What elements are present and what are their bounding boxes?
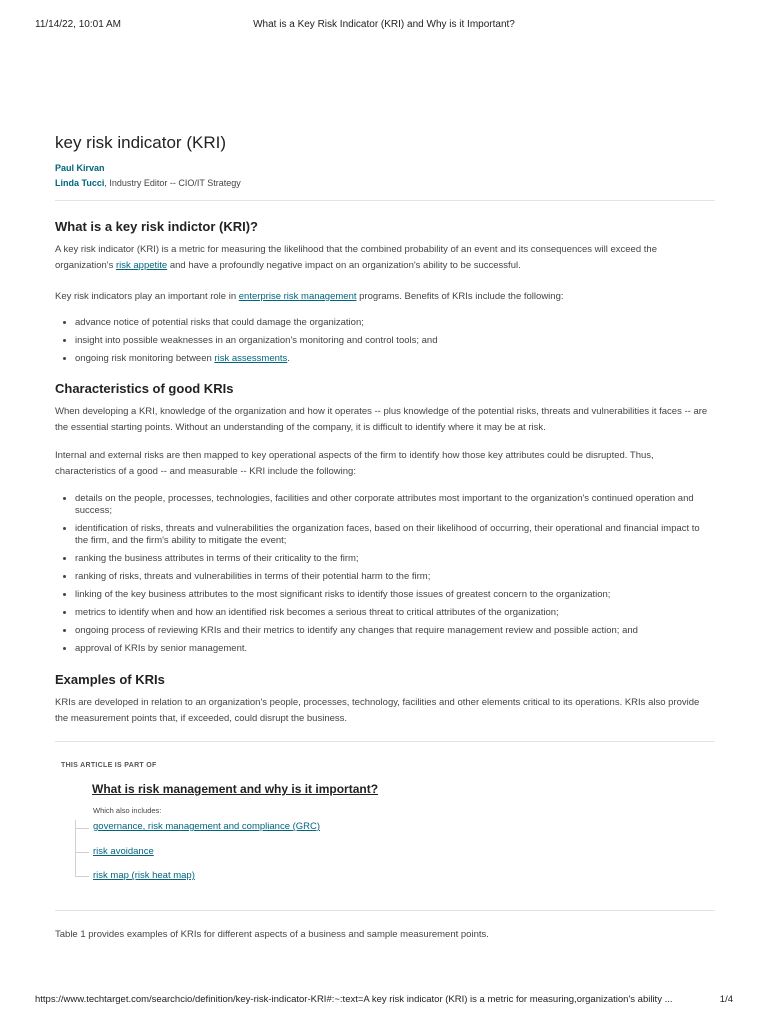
text-span: ongoing risk monitoring between: [75, 353, 215, 364]
author-list: [55, 161, 715, 191]
print-url: https://www.techtarget.com/searchcio/definition/key-risk-indicator-KRI#:~:text=A key risk indicator (KRI) is a metric for measuring,organization's ability ...: [35, 994, 673, 1005]
paragraph: Table 1 provides examples of KRIs for different aspects of a business and sample measurement points.: [55, 929, 489, 940]
link-grc[interactable]: governance, risk management and compliance (GRC): [93, 821, 321, 832]
print-footer: [35, 994, 733, 1008]
text-span: and have a profoundly negative impact on an organization's ability to be successful.: [167, 260, 521, 271]
divider: [55, 910, 715, 911]
list-item: • metrics to identify when and how an identified risk becomes a serious threat to critical attributes of the organization;: [75, 607, 715, 619]
link-risk-appetite[interactable]: risk appetite: [115, 260, 168, 271]
paragraph: KRIs are developed in relation to an organization's people, processes, technology, facilities and other elements critical to its operations. KRIs also provide the measurement points that, if exceeded, could disrupt the business.: [55, 697, 700, 724]
characteristics-list: [55, 493, 715, 655]
text-span: .: [287, 353, 290, 364]
section-heading-examples: Examples of KRIs: [55, 672, 165, 687]
author-link-linda-tucci[interactable]: Linda Tucci: [55, 178, 105, 188]
series-label: THIS ARTICLE IS PART OF: [61, 762, 157, 769]
benefits-list: [55, 317, 715, 365]
print-page-title: What is a Key Risk Indicator (KRI) and Why is it Important?: [253, 19, 515, 30]
author-line: [55, 176, 715, 191]
author-link-paul-kirvan[interactable]: Paul Kirvan: [55, 163, 105, 173]
tree-connector: [75, 852, 89, 853]
author-line: [55, 161, 715, 176]
list-item: • ongoing process of reviewing KRIs and their metrics to identify any changes that require management review and possible action; and: [75, 625, 715, 637]
also-includes-label: Which also includes:: [93, 806, 162, 815]
divider: [55, 200, 715, 201]
list-item: • ranking of risks, threats and vulnerabilities in terms of their potential harm to the firm;: [75, 571, 715, 583]
author-role: , Industry Editor -- CIO/IT Strategy: [104, 178, 241, 188]
paragraph: When developing a KRI, knowledge of the organization and how it operates -- plus knowledge of the potential risks, threats and vulnerabilities it faces -- are the essential starting points. Without an understanding of the company, it is difficult to identify where it may be at risk.: [55, 406, 708, 433]
series-box: [55, 742, 715, 910]
print-date: 11/14/22, 10:01 AM: [35, 19, 121, 30]
series-title-link[interactable]: What is risk management and why is it important?: [92, 782, 379, 796]
list-item: • advance notice of potential risks that could damage the organization;: [75, 317, 715, 329]
list-item: [75, 353, 715, 365]
link-risk-map[interactable]: risk map (risk heat map): [93, 870, 195, 881]
list-item: • identification of risks, threats and vulnerabilities the organization faces, based on their likelihood of occurring, their operational and financial impact to the firm, and the firm's ability to mitigate the event;: [75, 523, 715, 547]
section-heading-characteristics: Characteristics of good KRIs: [55, 381, 234, 396]
list-item: • linking of the key business attributes to the most significant risks to identify those issues of greatest concern to the organization;: [75, 589, 715, 601]
article-content: [55, 132, 715, 943]
paragraph: Internal and external risks are then mapped to key operational aspects of the firm to identify how those key attributes could be disrupted. Thus, characteristics of a good -- and measurable -- KRI include the following:: [55, 450, 654, 477]
link-risk-assessments[interactable]: risk assessments: [214, 353, 288, 364]
text-span: A key risk indicator (KRI) is a metric for measuring the likelihood that the combined probability of an event and its consequences will exceed the organization's: [55, 244, 657, 271]
text-span: Key risk indicators play an important role in: [55, 291, 239, 302]
list-item: • insight into possible weaknesses in an organization's monitoring and control tools; and: [75, 335, 715, 347]
text-span: programs. Benefits of KRIs include the following:: [356, 291, 564, 302]
list-item: • approval of KRIs by senior management.: [75, 643, 715, 655]
section-heading-what-is-kri: What is a key risk indictor (KRI)?: [55, 219, 258, 234]
tree-connector: [75, 876, 89, 877]
list-item: • ranking the business attributes in terms of their criticality to the firm;: [75, 553, 715, 565]
link-enterprise-risk-management[interactable]: enterprise risk management: [238, 291, 357, 302]
list-item: • details on the people, processes, technologies, facilities and other corporate attributes most important to the organization's continued operation and success;: [75, 493, 715, 517]
print-header: [35, 19, 733, 33]
page-number: 1/4: [719, 994, 733, 1005]
link-risk-avoidance[interactable]: risk avoidance: [93, 846, 154, 857]
article-title: key risk indicator (KRI): [55, 133, 226, 152]
paragraph: [55, 289, 715, 305]
tree-connector: [75, 828, 89, 829]
paragraph: [55, 242, 715, 274]
